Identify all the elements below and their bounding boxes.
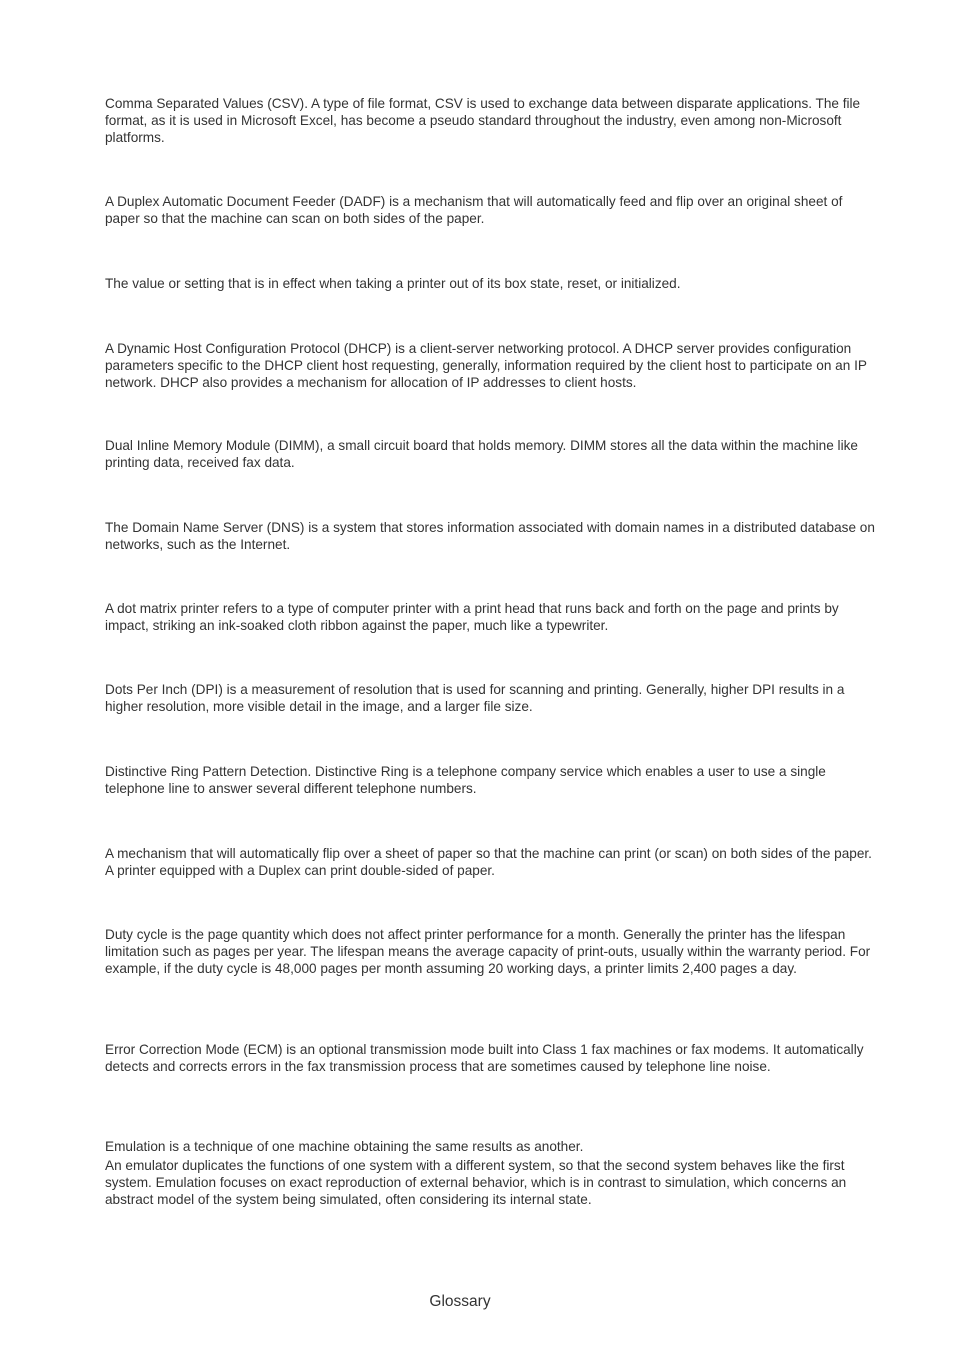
glossary-entry-csv — [105, 95, 877, 146]
entry-paragraph: Distinctive Ring Pattern Detection. Distinctive Ring is a telephone company service which enables a user to use a single telephone line to answer several different telephone numbers. — [105, 764, 826, 796]
entry-paragraph: The Domain Name Server (DNS) is a system that stores information associated with domain names in a distributed database on networks, such as the Internet. — [105, 520, 875, 552]
entry-paragraph: An emulator duplicates the functions of one system with a different system, so that the second system behaves like the first system. Emulation focuses on exact reproduction of external behavior, which is in contrast to simulation, which concerns an abstract model of the system being simulated, often considering its internal state. — [105, 1158, 847, 1207]
entry-paragraph: A dot matrix printer refers to a type of computer printer with a print head that runs back and forth on the page and prints by impact, striking an ink-soaked cloth ribbon against the paper, much like a typewriter. — [105, 601, 839, 633]
entry-paragraph: Duty cycle is the page quantity which does not affect printer performance for a month. Generally the printer has the lifespan limitation such as pages per year. The lifespan means the average capacity of print-outs, usually within the warranty period. For example, if the duty cycle is 48,000 pages per month assuming 20 working days, a printer limits 2,400 pages a day. — [105, 927, 871, 976]
glossary-entry-emulation — [105, 1138, 877, 1208]
glossary-entry-duty-cycle — [105, 926, 877, 977]
entry-paragraph: A Duplex Automatic Document Feeder (DADF) is a mechanism that will automatically feed and flip over an original sheet of paper so that the machine can scan on both sides of the paper. — [105, 194, 843, 226]
glossary-entry-ecm — [105, 1041, 877, 1075]
glossary-entry-dns — [105, 519, 877, 553]
entry-paragraph: Dual Inline Memory Module (DIMM), a small circuit board that holds memory. DIMM stores all the data within the machine like printing data, received fax data. — [105, 438, 858, 470]
glossary-entry-default — [105, 275, 877, 292]
entry-paragraph: Error Correction Mode (ECM) is an optional transmission mode built into Class 1 fax machines or fax modems. It automatically detects and corrects errors in the fax transmission process that are sometimes caused by telephone line noise. — [105, 1042, 864, 1074]
glossary-entry-dot-matrix — [105, 600, 877, 634]
glossary-entry-dimm — [105, 437, 877, 471]
glossary-entry-dhcp — [105, 340, 877, 391]
entry-paragraph: Dots Per Inch (DPI) is a measurement of resolution that is used for scanning and printing. Generally, higher DPI results in a higher resolution, more visible detail in the image, and a larger file size. — [105, 682, 845, 714]
glossary-entry-drpd — [105, 763, 877, 797]
entry-paragraph: A Dynamic Host Configuration Protocol (DHCP) is a client-server networking protocol. A DHCP server provides configuration parameters specific to the DHCP client host requesting, generally, information required by the client host to participate on an IP network. DHCP also provides a mechanism for allocation of IP addresses to client hosts. — [105, 341, 867, 390]
entry-paragraph: The value or setting that is in effect when taking a printer out of its box state, reset, or initialized. — [105, 276, 681, 291]
glossary-entry-dpi — [105, 681, 877, 715]
glossary-entry-duplex — [105, 845, 877, 879]
entry-paragraph: Emulation is a technique of one machine obtaining the same results as another. — [105, 1139, 584, 1154]
glossary-entry-dadf — [105, 193, 877, 227]
page-footer-label: Glossary — [429, 1293, 491, 1310]
entry-paragraph: Comma Separated Values (CSV). A type of file format, CSV is used to exchange data between disparate applications. The file format, as it is used in Microsoft Excel, has become a pseudo standard throughout the industry, even among non-Microsoft platforms. — [105, 96, 861, 145]
entry-paragraph: A mechanism that will automatically flip over a sheet of paper so that the machine can print (or scan) on both sides of the paper. A printer equipped with a Duplex can print double-sided of paper. — [105, 846, 872, 878]
